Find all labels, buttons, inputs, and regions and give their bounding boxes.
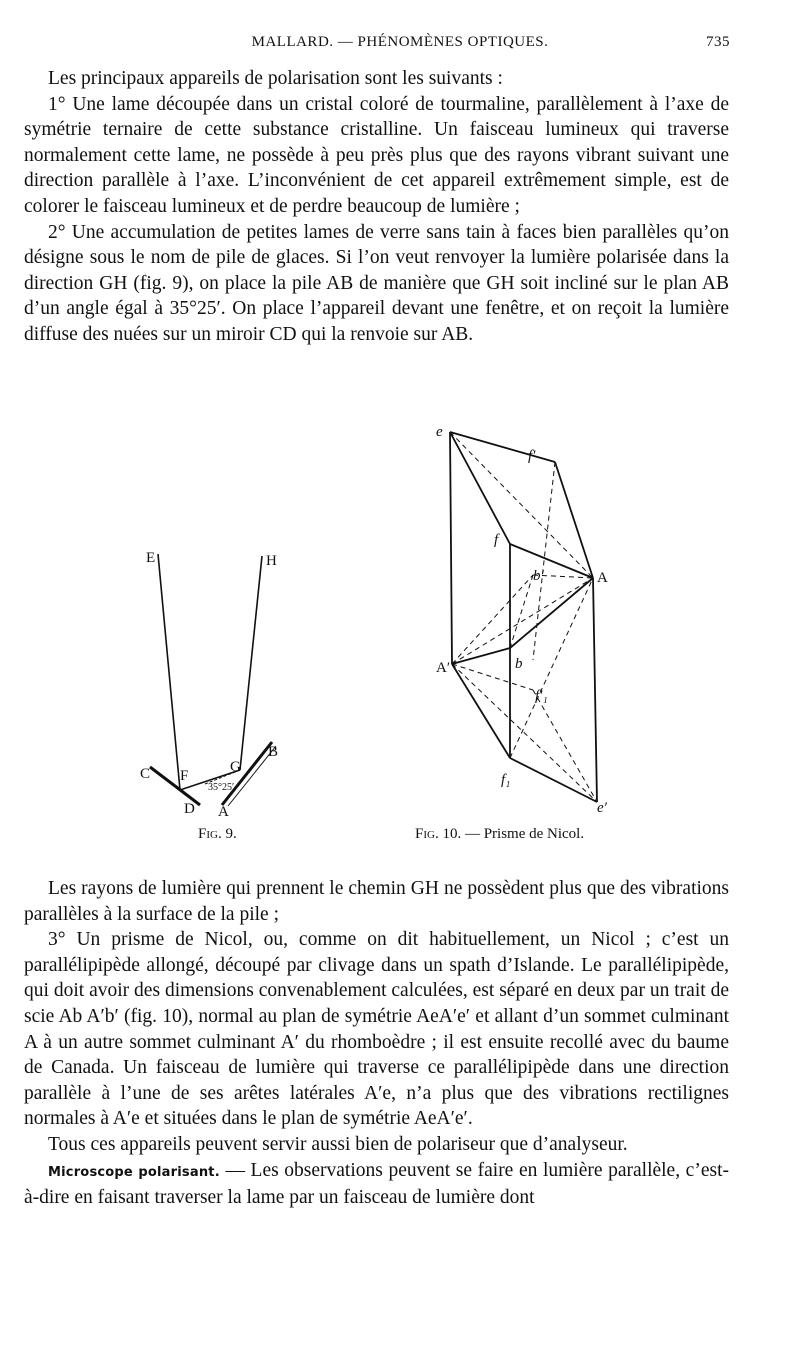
figures-svg — [0, 418, 800, 848]
label-fig10-A-prime: A′ — [436, 660, 451, 676]
label-fig10-f: f — [494, 532, 499, 548]
ray-G-H — [240, 556, 262, 770]
paragraph-intro: Les principaux appareils de polarisation sont les suivants : — [48, 68, 503, 89]
paragraph-tourmaline: 1° Une lame découpée dans un cristal coloré de tourmaline, parallèlement à l’axe de symétrie ternaire de cette substance cristalline. Un faisceau lumineux qui traverse normalement cette lame, ne possède à peu près plus que des rayons vibrant suivant une direction parallèle à l’axe. L’inconvénient de cet appareil extrêmement simple, est de colorer le faisceau lumineux et de perdre beaucoup de lumière ; — [24, 93, 729, 217]
label-fig9-C: C — [140, 766, 151, 782]
ray-E-F — [158, 554, 180, 790]
edge-e-A-prime — [450, 432, 452, 664]
hidden-b-prime-b — [510, 575, 533, 648]
figure-9-diagram — [150, 554, 279, 806]
hidden-e-A — [450, 432, 593, 578]
label-fig10-b: b — [515, 656, 523, 672]
paragraph-microscope-text: — Les observations peuvent se faire en lumière parallèle, c’est-à-dire en faisant traverser la lame par un faisceau de lumière dont — [24, 1159, 729, 1209]
text-block-bottom — [24, 876, 729, 1211]
label-fig9-F: F — [180, 768, 189, 784]
paragraph-pile-de-glaces: 2° Une accumulation de petites lames de verre sans tain à faces bien parallèles qu’on désigne sous le nom de pile de glaces. Si l’on veut renvoyer la lumière polarisée dans la direction GH (fig. 9), on place la pile AB de manière que GH soit incliné sur le plan AB d’un angle égal à 35°25′. On place l’appareil devant une fenêtre, et on reçoit la lumière diffuse des nuées sur un miroir CD qui la renvoie sur AB. — [24, 221, 729, 345]
figure-10-caption-label: Fig. 10. — [415, 826, 462, 842]
text-block-top — [24, 66, 729, 348]
label-fig9-G: G — [230, 759, 241, 775]
paragraph-microscope — [24, 1158, 729, 1211]
hidden-A-prime-A — [452, 578, 593, 664]
label-fig10-f1: f₁ — [501, 772, 511, 788]
paragraph-nicol: 3° Un prisme de Nicol, ou, comme on dit habituellement, un Nicol ; c’est un parallélipipède allongé, découpé par clivage dans un spath d’Islande. Le parallélipipède, qui doit avoir des dimensions convenablement calculées, est séparé en deux par un trait de scie Ab A′b′ (fig. 10), normal au plan de symétrie AeA′e′ et allant d’un sommet culminant A à un autre sommet culminant A′ du rhomboèdre ; il est ensuite recollé avec du baume de Canada. Un faisceau de lumière qui traverse ce parallélipipède dans une direction parallèle à l’une de ses arêtes latérales A′e, n’a plus que des vibrations rectilignes normales à A′e et situées dans le plan de symétrie AeA′e′. — [24, 929, 729, 1130]
label-fig10-e: e — [436, 424, 443, 440]
running-title: MALLARD. — PHÉNOMÈNES OPTIQUES. — [251, 34, 549, 50]
label-fig10-b-prime: b′ — [533, 568, 544, 584]
label-fig9-B: B — [268, 744, 279, 760]
edge-e-f-prime — [450, 432, 555, 462]
label-fig9-A: A — [218, 804, 229, 820]
label-fig10-e-prime: e′ — [597, 800, 607, 816]
edge-f-A — [510, 544, 593, 578]
edge-A-e-prime — [593, 578, 597, 802]
edge-A-prime-b — [452, 648, 510, 664]
edge-b-A — [510, 578, 593, 648]
label-fig9-H: H — [266, 553, 277, 569]
label-fig9-D: D — [184, 801, 195, 817]
edge-A-prime-f1 — [452, 664, 510, 758]
running-header — [0, 34, 800, 58]
figure-10-caption-text: — Prisme de Nicol. — [464, 826, 585, 842]
hidden-A-prime-e-prime — [452, 664, 597, 802]
label-fig10-A: A — [597, 570, 608, 586]
page-number: 735 — [706, 34, 730, 50]
edge-f-prime-A — [555, 462, 593, 578]
paragraph-polariseur: Tous ces appareils peuvent servir aussi bien de polariseur que d’analyseur. — [48, 1133, 628, 1155]
label-fig10-f1-prime: f′₁ — [535, 688, 548, 704]
label-fig9-angle: 35°25′ — [208, 782, 235, 793]
paragraph-chemin-gh: Les rayons de lumière qui prennent le chemin GH ne possèdent plus que des vibrations parallèles à la surface de la pile ; — [24, 878, 729, 925]
edge-e-f — [450, 432, 510, 544]
hidden-A-prime-b-prime — [452, 575, 533, 664]
figures-area — [0, 418, 800, 848]
label-fig9-E: E — [146, 550, 156, 566]
figure-9-caption — [198, 826, 237, 843]
run-in-heading: Microscope polarisant. — [48, 1164, 220, 1180]
figure-10-caption — [415, 826, 584, 843]
figure-9-caption-label: Fig. 9. — [198, 826, 237, 842]
label-fig10-f-prime: f′ — [528, 448, 536, 464]
